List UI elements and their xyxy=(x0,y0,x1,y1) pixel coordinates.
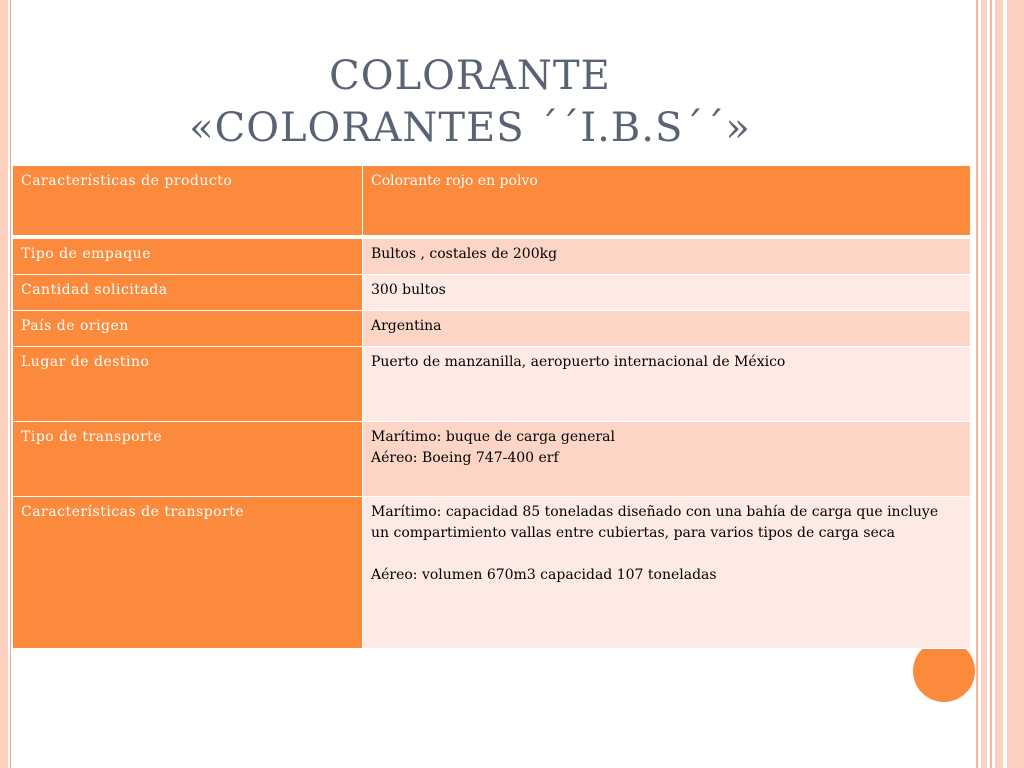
row-label: Tipo de transporte xyxy=(13,422,363,497)
row-value-line: Puerto de manzanilla, aeropuerto internacional de México xyxy=(371,354,786,370)
row-value-line: Aéreo: volumen 670m3 capacidad 107 toneladas xyxy=(371,567,717,583)
row-value-spacer xyxy=(371,544,962,565)
row-label: Tipo de empaque xyxy=(13,239,363,275)
slide-title-line-2: «COLORANTES ´´I.B.S´´» xyxy=(189,105,751,151)
table-row xyxy=(13,497,971,649)
table-row xyxy=(13,422,971,497)
row-label: Cantidad solicitada xyxy=(13,275,363,311)
slide-title-line-1: COLORANTE xyxy=(329,53,611,99)
slide-title xyxy=(0,50,940,154)
row-value-line: Marítimo: buque de carga general xyxy=(371,429,615,445)
row-value-line: un compartimiento vallas entre cubiertas, para varios tipos de carga seca xyxy=(371,525,895,541)
row-value-line: Argentina xyxy=(371,318,442,334)
decorative-circle xyxy=(913,640,975,702)
row-label: Características de transporte xyxy=(13,497,363,649)
table-header-row xyxy=(13,166,971,239)
row-label: Lugar de destino xyxy=(13,347,363,422)
header-value-cell: Colorante rojo en polvo xyxy=(363,166,971,239)
row-value xyxy=(363,239,971,275)
row-value-line: Bultos , costales de 200kg xyxy=(371,246,558,262)
right-decorative-stripes xyxy=(976,0,1024,768)
row-value-line: 300 bultos xyxy=(371,282,446,298)
row-value xyxy=(363,497,971,649)
table-row xyxy=(13,347,971,422)
row-value xyxy=(363,275,971,311)
row-label: País de origen xyxy=(13,311,363,347)
product-info-table xyxy=(13,166,971,649)
table-row xyxy=(13,311,971,347)
row-value xyxy=(363,422,971,497)
header-label-cell: Características de producto xyxy=(13,166,363,239)
table-row xyxy=(13,239,971,275)
table-row xyxy=(13,275,971,311)
row-value-line: Aéreo: Boeing 747-400 erf xyxy=(371,450,559,466)
row-value xyxy=(363,347,971,422)
row-value-line: Marítimo: capacidad 85 toneladas diseñado con una bahía de carga que incluye xyxy=(371,504,939,520)
row-value xyxy=(363,311,971,347)
